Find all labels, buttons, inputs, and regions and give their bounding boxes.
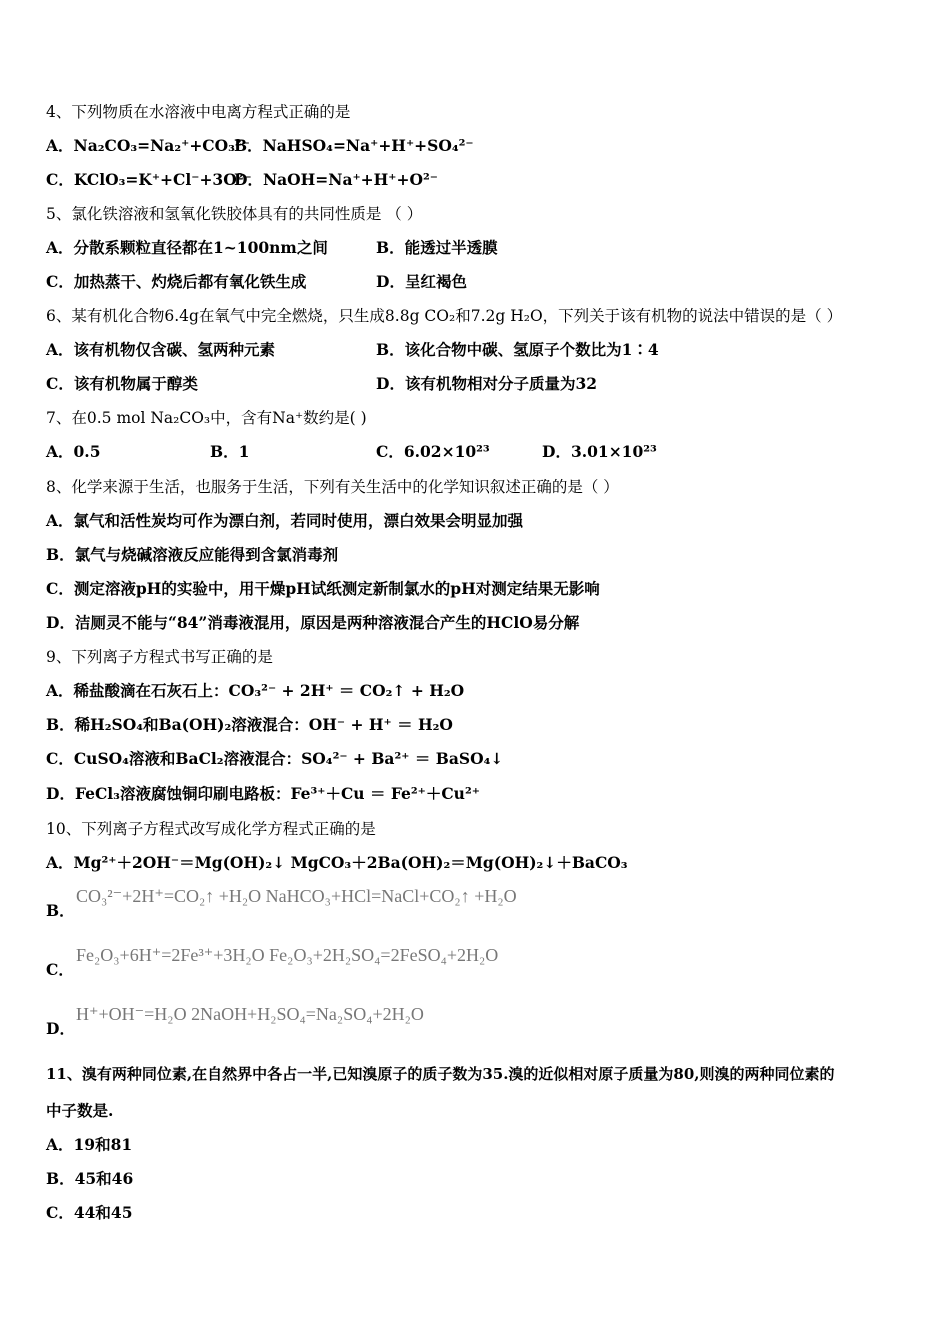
q11-option-a: A．19和81 (46, 1135, 133, 1154)
q9-option-c: C．CuSO₄溶液和BaCl₂溶液混合：SO₄²⁻ + Ba²⁺ ＝ BaSO₄↓ (46, 749, 504, 768)
q11-option-b: B．45和46 (46, 1169, 134, 1188)
q9-option-b: B．稀H₂SO₄和Ba(OH)₂溶液混合：OH⁻ + H⁺ ＝ H₂O (46, 715, 453, 734)
q8-stem: 8、化学来源于生活，也服务于生活，下列有关生活中的化学知识叙述正确的是（ ） (46, 478, 619, 496)
q7-option-c: C．6.02×10²³ (376, 442, 490, 461)
q6-option-a: A．该有机物仅含碳、氢两种元素 (46, 340, 276, 359)
q4-option-d: D．NaOH=Na⁺+H⁺+O²⁻ (234, 170, 438, 189)
q6-option-d: D．该有机物相对分子质量为32 (376, 374, 598, 393)
q4-stem: 4、下列物质在水溶液中电离方程式正确的是 (46, 103, 351, 121)
q10-option-b-label: B． (46, 901, 75, 920)
q10-option-c-label: C． (46, 960, 74, 979)
q5-option-a: A．分散系颗粒直径都在1~100nm之间 (46, 238, 328, 257)
q4-option-b: B．NaHSO₄=Na⁺+H⁺+SO₄²⁻ (234, 136, 474, 155)
q6-stem: 6、某有机化合物6.4g在氧气中完全燃烧，只生成8.8g CO₂和7.2g H₂O，下列关于该有机物的说法中错误的是（ ） (46, 307, 843, 325)
q10-option-c-equation: Fe₂O₃+6H⁺=2Fe³⁺+3H₂O Fe₂O₃+2H₂SO₄=2FeSO₄+2H₂O (76, 945, 499, 965)
q7-option-d: D．3.01×10²³ (542, 442, 657, 461)
q7-stem: 7、在0.5 mol Na₂CO₃中，含有Na⁺数约是( ) (46, 409, 367, 427)
q9-option-d: D．FeCl₃溶液腐蚀铜印刷电路板：Fe³⁺＋Cu ＝ Fe²⁺＋Cu²⁺ (46, 784, 480, 803)
q8-option-d: D．洁厕灵不能与“84”消毒液混用，原因是两种溶液混合产生的HClO易分解 (46, 613, 580, 632)
q8-option-c: C．测定溶液pH的实验中，用干燥pH试纸测定新制氯水的pH对测定结果无影响 (46, 579, 600, 598)
q8-option-b: B．氯气与烧碱溶液反应能得到含氯消毒剂 (46, 545, 339, 564)
q11-stem-line1: 11、溴有两种同位素,在自然界中各占一半,已知溴原子的质子数为35.溴的近似相对原子质量为80,则溴的两种同位素的 (46, 1065, 835, 1083)
q4-option-c: C．KClO₃=K⁺+Cl⁻+3O²⁻ (46, 170, 252, 189)
q11-stem-line2: 中子数是. (46, 1101, 114, 1120)
q8-option-a: A．氯气和活性炭均可作为漂白剂，若同时使用，漂白效果会明显加强 (46, 511, 524, 530)
q5-option-c: C．加热蒸干、灼烧后都有氧化铁生成 (46, 272, 307, 291)
q10-option-d-equation: H⁺+OH⁻=H₂O 2NaOH+H₂SO₄=Na₂SO₄+2H₂O (76, 1004, 424, 1024)
q6-option-c: C．该有机物属于醇类 (46, 374, 198, 393)
q7-option-a: A．0.5 (46, 442, 101, 461)
q9-option-a: A．稀盐酸滴在石灰石上：CO₃²⁻ + 2H⁺ ＝ CO₂↑ + H₂O (46, 681, 465, 700)
q4-option-a: A．Na₂CO₃=Na₂⁺+CO₃²⁻ (46, 136, 250, 155)
q11-option-c: C．44和45 (46, 1203, 133, 1222)
q10-option-a: A．Mg²⁺＋2OH⁻＝Mg(OH)₂↓ MgCO₃＋2Ba(OH)₂＝Mg(OH)₂↓＋BaCO₃ (46, 853, 628, 872)
q9-stem: 9、下列离子方程式书写正确的是 (46, 648, 273, 666)
q5-option-b: B．能透过半透膜 (376, 238, 498, 257)
q7-option-b: B．1 (210, 442, 250, 461)
q10-stem: 10、下列离子方程式改写成化学方程式正确的是 (46, 820, 376, 838)
q10-option-d-label: D． (46, 1019, 75, 1038)
q6-option-b: B．该化合物中碳、氢原子个数比为1∶4 (376, 340, 659, 359)
q5-option-d: D．呈红褐色 (376, 272, 467, 291)
q10-option-b-equation: CO₃²⁻+2H⁺=CO₂↑ +H₂O NaHCO₃+HCl=NaCl+CO₂↑ +H₂O (76, 886, 517, 906)
q5-stem: 5、氯化铁溶液和氢氧化铁胶体具有的共同性质是 （ ） (46, 205, 423, 223)
